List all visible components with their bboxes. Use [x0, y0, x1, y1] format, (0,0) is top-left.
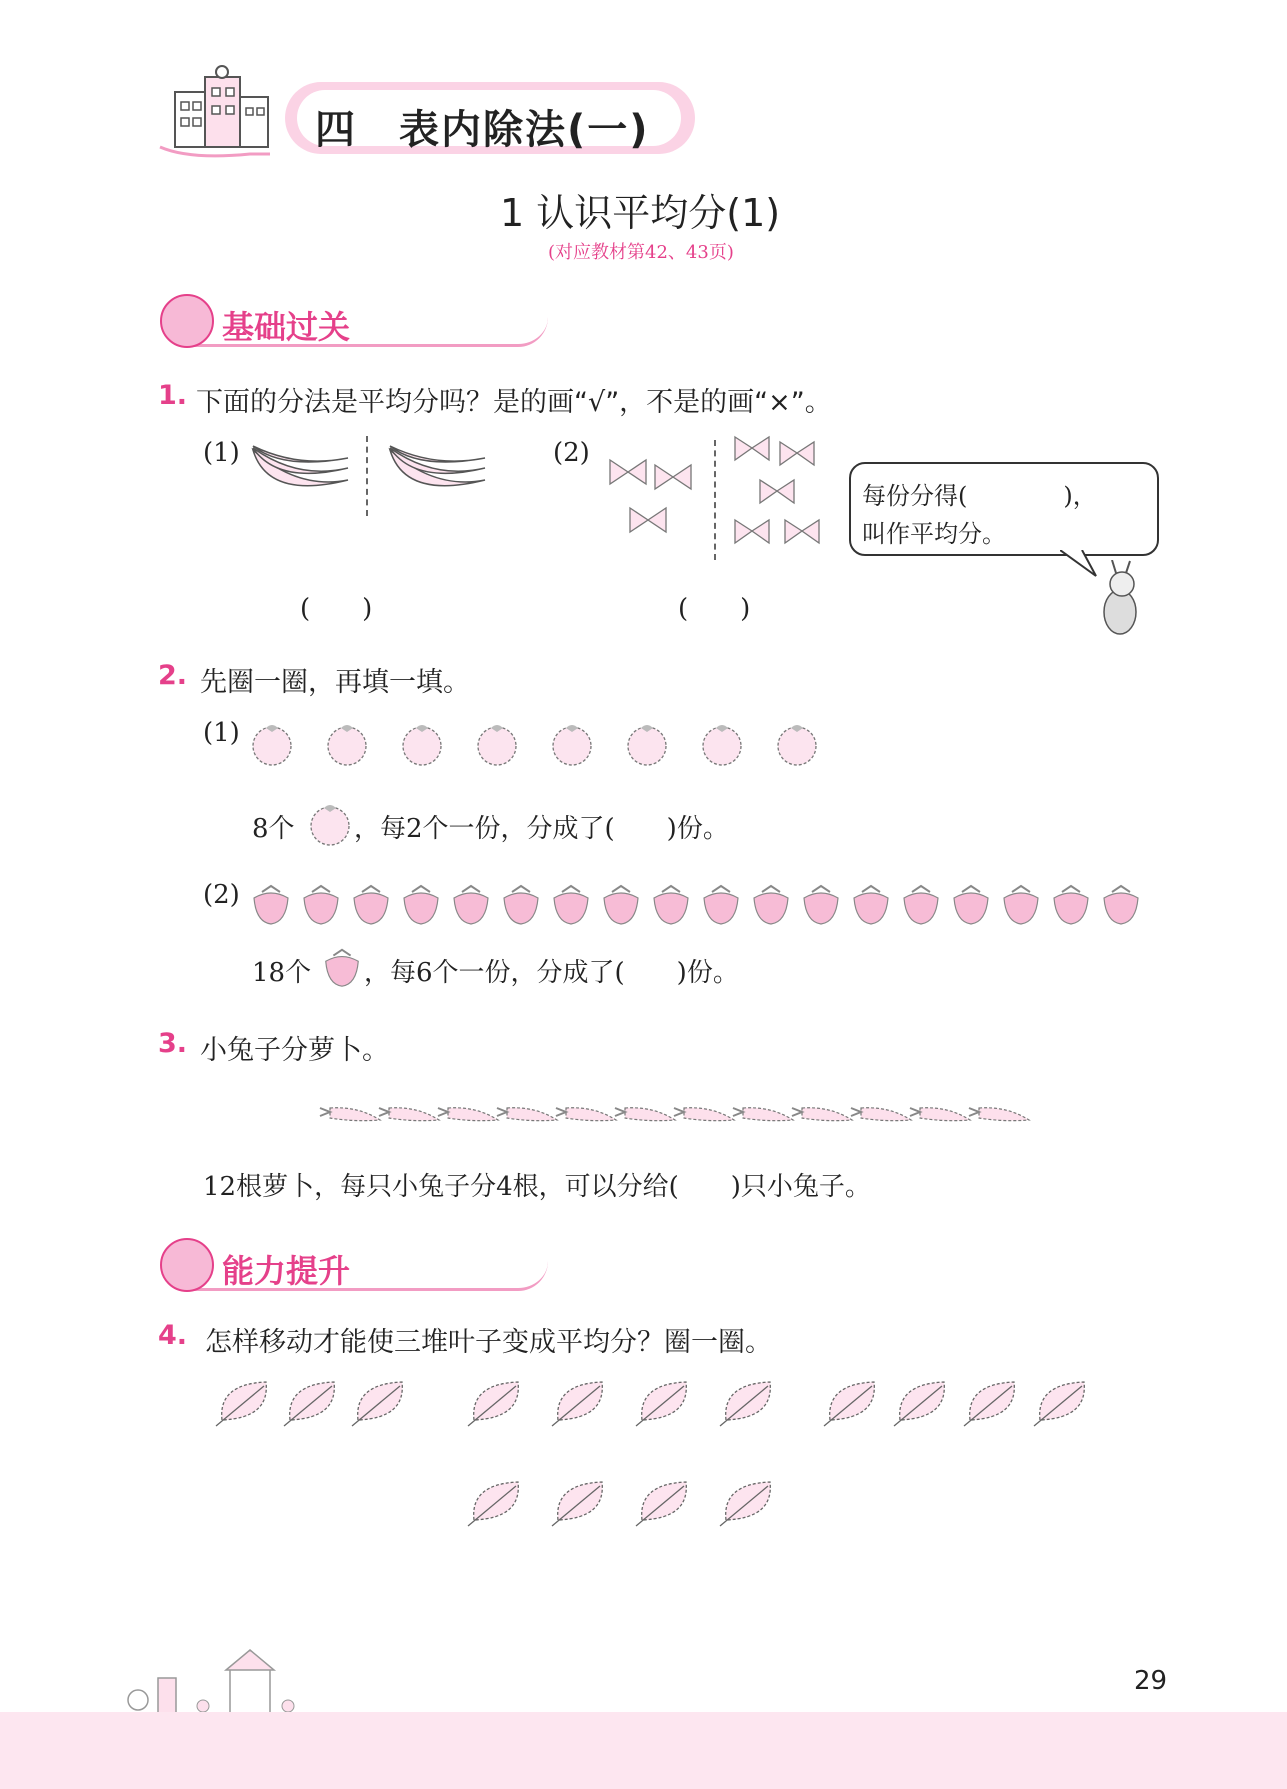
strawberry-row	[248, 878, 1148, 934]
peach-icon	[325, 722, 369, 766]
strawberry-icon	[898, 882, 944, 928]
q3-sentence[interactable]: 12根萝卜，每只小兔子分4根，可以分给( )只小兔子。	[203, 1172, 871, 1202]
lesson-reference: (对应教材第42、43页)	[548, 242, 734, 263]
peach-icon	[400, 722, 444, 766]
peach-icon	[775, 722, 819, 766]
girl-avatar-icon	[160, 294, 214, 348]
strawberry-icon	[298, 882, 344, 928]
banana-bunch-icon	[385, 440, 495, 504]
q2-part1-prefix: 8个	[252, 814, 295, 844]
q3-text: 小兔子分萝卜。	[200, 1035, 389, 1066]
leaf-icon	[466, 1374, 526, 1428]
strawberry-icon	[598, 882, 644, 928]
strawberry-icon	[998, 882, 1044, 928]
q2-part1-label: (1)	[203, 718, 240, 748]
carrot-icon	[436, 1098, 500, 1128]
peach-icon	[308, 800, 352, 848]
carrot-icon	[967, 1098, 1031, 1128]
leaf-icon	[282, 1374, 342, 1428]
q4-number: 4.	[158, 1320, 188, 1351]
strawberry-icon	[398, 882, 444, 928]
leaf-icon	[550, 1474, 610, 1528]
butterflies-group-left-icon	[600, 450, 710, 550]
q1-number: 1.	[158, 380, 188, 411]
leaf-icon	[350, 1374, 410, 1428]
leaf-icon	[1032, 1374, 1092, 1428]
leaf-icon	[466, 1474, 526, 1528]
carrot-icon	[908, 1098, 972, 1128]
strawberry-icon	[798, 882, 844, 928]
section-basic-label: 基础过关	[222, 308, 351, 346]
leaf-icon	[634, 1474, 694, 1528]
strawberry-icon	[348, 882, 394, 928]
peach-icon	[475, 722, 519, 766]
section-advanced-badge	[160, 1244, 560, 1290]
page-number: 29	[1134, 1666, 1168, 1696]
strawberry-icon	[698, 882, 744, 928]
carrot-icon	[554, 1098, 618, 1128]
q2-part1-suffix[interactable]: ，每2个一份，分成了( )份。	[354, 814, 729, 844]
peach-icon	[550, 722, 594, 766]
peach-icon	[625, 722, 669, 766]
carrot-icon	[849, 1098, 913, 1128]
speech-line2: 叫作平均分。	[862, 520, 1006, 548]
carrot-icon	[495, 1098, 559, 1128]
peach-icon	[700, 722, 744, 766]
leaf-icon	[214, 1374, 274, 1428]
leaf-icon	[634, 1374, 694, 1428]
leaf-icon	[550, 1374, 610, 1428]
q2-part2-prefix: 18个	[252, 958, 312, 988]
section-advanced-label: 能力提升	[222, 1252, 351, 1290]
q1-answer2[interactable]: ( )	[678, 594, 751, 624]
carrot-row	[318, 1098, 1048, 1132]
q2-part2-label: (2)	[203, 880, 240, 910]
q1-part1-label: (1)	[203, 438, 240, 468]
strawberry-icon	[498, 882, 544, 928]
carrot-icon	[318, 1098, 382, 1128]
strawberry-icon	[1048, 882, 1094, 928]
q1-text: 下面的分法是平均分吗？是的画“√”，不是的画“×”。	[196, 387, 832, 418]
footer-band	[0, 1712, 1287, 1789]
peach-row	[250, 714, 830, 774]
strawberry-icon	[448, 882, 494, 928]
leaf-pile-3[interactable]	[822, 1374, 1102, 1434]
q2-text: 先圈一圈，再填一填。	[200, 667, 470, 698]
q4-text: 怎样移动才能使三堆叶子变成平均分？圈一圈。	[205, 1327, 772, 1358]
q1-answer1[interactable]: ( )	[300, 594, 373, 624]
speech-line1: 每份分得( )，	[862, 482, 1097, 510]
footer-town-illustration-icon	[118, 1648, 408, 1718]
rabbit-character-icon	[1088, 560, 1148, 640]
monkey-avatar-icon	[160, 1238, 214, 1292]
leaf-pile-1[interactable]	[214, 1374, 414, 1434]
q1-part2-label: (2)	[553, 438, 590, 468]
strawberry-icon	[248, 882, 294, 928]
carrot-icon	[672, 1098, 736, 1128]
carrot-icon	[731, 1098, 795, 1128]
chapter-title: 四 表内除法(一)	[315, 107, 650, 153]
strawberry-icon	[948, 882, 994, 928]
building-illustration-icon	[150, 62, 300, 162]
leaf-icon	[718, 1474, 778, 1528]
strawberry-icon	[848, 882, 894, 928]
carrot-icon	[790, 1098, 854, 1128]
leaf-icon	[962, 1374, 1022, 1428]
butterflies-group-right-icon	[730, 432, 840, 562]
leaf-icon	[822, 1374, 882, 1428]
q3-number: 3.	[158, 1028, 188, 1059]
lesson-title: 1 认识平均分(1)	[500, 191, 781, 235]
leaf-icon	[892, 1374, 952, 1428]
peach-icon	[250, 722, 294, 766]
strawberry-icon	[320, 945, 364, 991]
carrot-icon	[377, 1098, 441, 1128]
strawberry-icon	[548, 882, 594, 928]
carrot-icon	[613, 1098, 677, 1128]
leaf-icon	[718, 1374, 778, 1428]
section-basic-badge	[160, 300, 560, 346]
strawberry-icon	[748, 882, 794, 928]
banana-bunch-icon	[248, 440, 358, 504]
q2-part2-suffix[interactable]: ，每6个一份，分成了( )份。	[364, 958, 739, 988]
strawberry-icon	[648, 882, 694, 928]
strawberry-icon	[1098, 882, 1144, 928]
q2-number: 2.	[158, 660, 188, 691]
leaf-pile-2[interactable]	[466, 1374, 786, 1534]
